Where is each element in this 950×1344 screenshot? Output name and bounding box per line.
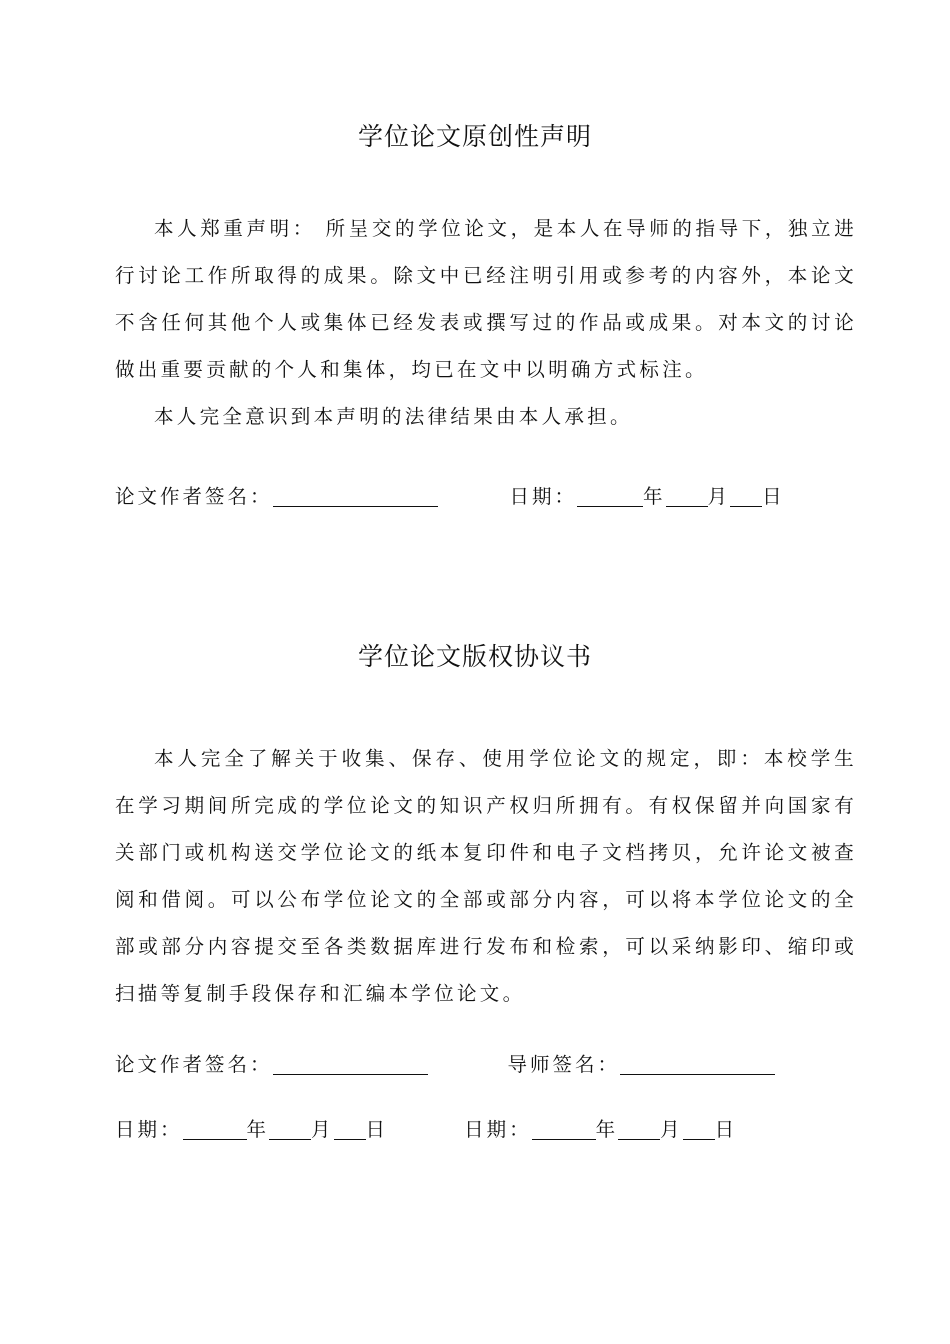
copyright-paragraph: 本人完全了解关于收集、保存、使用学位论文的规定，即：本校学生在学习期间所完成的学位论文的知识产权归所拥有。有权保留并向国家有关部门或机构送交学位论文的纸本复印件和电子文档拷贝，允许论文被查阅和借阅。可以公布学位论文的全部或部分内容，可以将本学位论文的全部或部分内容提交至各类数据库进行发布和检索，可以采纳影印、缩印或扫描等复制手段保存和汇编本学位论文。	[115, 747, 857, 1005]
day-label: 日	[762, 485, 785, 508]
author-signature-label: 论文作者签名：	[115, 485, 273, 508]
date-day-field[interactable]	[730, 486, 762, 507]
day-label: 日	[365, 1118, 389, 1141]
author-date-day-field[interactable]	[334, 1119, 366, 1140]
date-year-field[interactable]	[577, 486, 643, 507]
copyright-date-row	[115, 1118, 737, 1142]
author-date-year-field[interactable]	[183, 1119, 247, 1140]
author-date-label: 日期：	[115, 1118, 183, 1141]
advisor-date-year-field[interactable]	[532, 1119, 596, 1140]
originality-paragraph-2: 本人完全意识到本声明的法律结果由本人承担。	[154, 405, 633, 428]
advisor-signature-label: 导师签名：	[507, 1053, 621, 1076]
author-date-month-field[interactable]	[269, 1119, 311, 1140]
date-month-field[interactable]	[666, 486, 708, 507]
originality-paragraph-1: 本人郑重声明： 所呈交的学位论文，是本人在导师的指导下，独立进行讨论工作所取得的成果。除文中已经注明引用或参考的内容外，本论文不含任何其他个人或集体已经发表或撰写过的作品或成果。对本文的讨论做出重要贡献的个人和集体，均已在文中以明确方式标注。	[115, 217, 857, 381]
author-signature-field[interactable]	[273, 1054, 428, 1075]
month-label: 月	[660, 1118, 683, 1141]
advisor-date-label: 日期：	[464, 1118, 532, 1141]
year-label: 年	[643, 485, 666, 508]
month-label: 月	[707, 485, 731, 508]
author-signature-label: 论文作者签名：	[115, 1053, 273, 1076]
day-label: 日	[714, 1118, 738, 1141]
year-label: 年	[246, 1118, 270, 1141]
author-signature-field[interactable]	[273, 486, 438, 507]
advisor-date-month-field[interactable]	[618, 1119, 660, 1140]
originality-title: 学位论文原创性声明	[357, 122, 592, 151]
advisor-date-day-field[interactable]	[683, 1119, 715, 1140]
copyright-title: 学位论文版权协议书	[357, 642, 592, 671]
advisor-signature-field[interactable]	[620, 1054, 775, 1075]
originality-signature-row	[115, 485, 785, 509]
month-label: 月	[311, 1118, 334, 1141]
copyright-signature-row	[115, 1053, 775, 1077]
date-label: 日期：	[509, 485, 578, 508]
year-label: 年	[595, 1118, 619, 1141]
